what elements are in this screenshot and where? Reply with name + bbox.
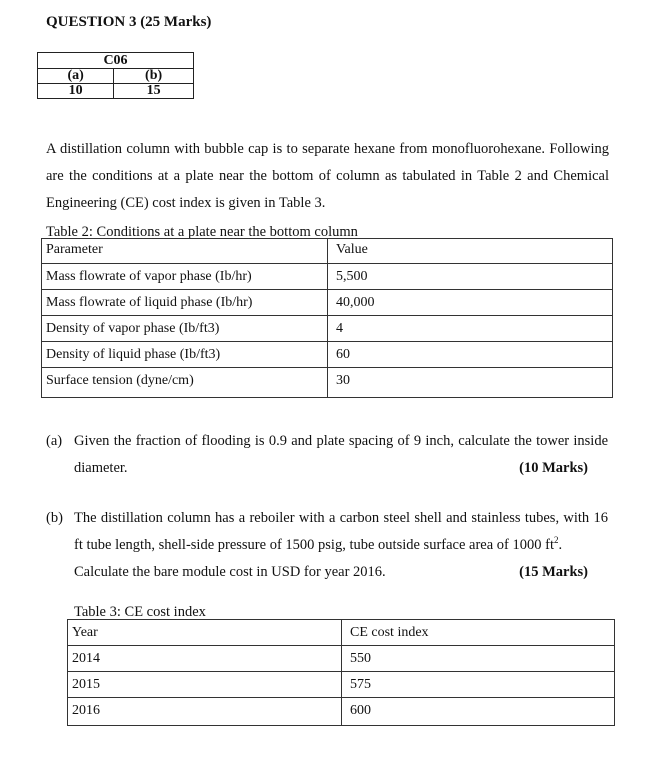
table-row [42, 316, 613, 342]
table2-value: 4 [328, 316, 613, 342]
marks-table [37, 52, 194, 99]
table3-index: 575 [342, 672, 615, 698]
question-a [46, 428, 608, 484]
table3-year: 2015 [68, 672, 342, 698]
table2-parameter: Mass flowrate of liquid phase (Ib/hr) [42, 290, 328, 316]
table3-year: 2016 [68, 698, 342, 726]
table2-conditions [41, 238, 613, 398]
table-row [68, 646, 615, 672]
question-a-marks: (10 Marks) [519, 460, 588, 476]
table2-value: 60 [328, 342, 613, 368]
table2-parameter: Mass flowrate of vapor phase (Ib/hr) [42, 264, 328, 290]
question-b-text-line3: Calculate the bare module cost in USD for year 2016. [74, 564, 386, 580]
table2-value: 40,000 [328, 290, 613, 316]
question-b-label: (b) [46, 510, 63, 526]
question-b-text-main: The distillation column has a reboiler with a carbon steel shell and stainless tubes, with 16 ft tube length, shell-side pressure of 1500 psig, tube outside surface area of 1000 ft [74, 510, 608, 553]
question-b [46, 505, 608, 589]
table2-caption: Table 2: Conditions at a plate near the bottom column [46, 224, 358, 240]
clo-cell: C06 [38, 53, 194, 69]
part-b-label: (b) [114, 69, 194, 84]
table3-caption: Table 3: CE cost index [74, 604, 206, 620]
question-heading: QUESTION 3 (25 Marks) [46, 14, 212, 30]
table2-header-value: Value [328, 239, 613, 264]
question-b-superscript: 2 [553, 535, 559, 546]
table3-header-index: CE cost index [342, 620, 615, 646]
question-a-label: (a) [46, 433, 63, 449]
question-b-text-end: . [558, 537, 563, 553]
part-a-marks: 10 [38, 84, 114, 99]
question-a-text: Given the fraction of flooding is 0.9 and plate spacing of 9 inch, calculate the tower inside diameter. [74, 433, 608, 476]
table-row [68, 698, 615, 726]
table3-header-year: Year [68, 620, 342, 646]
table3-ce-cost-index [67, 619, 615, 726]
table-row [42, 290, 613, 316]
table-row [42, 264, 613, 290]
table3-index: 550 [342, 646, 615, 672]
intro-paragraph: A distillation column with bubble cap is to separate hexane from monofluorohexane. Following are the conditions at a plate near the bottom of column as tabulated in Table 2 and Chemical Engineering (CE) cost index is given in Table 3. [46, 141, 609, 211]
part-a-label: (a) [38, 69, 114, 84]
table2-parameter: Density of vapor phase (Ib/ft3) [42, 316, 328, 342]
question-b-marks: (15 Marks) [519, 564, 588, 580]
table2-header-parameter: Parameter [42, 239, 328, 264]
table-row [42, 368, 613, 398]
table-row [42, 342, 613, 368]
table-row [68, 672, 615, 698]
table2-value: 30 [328, 368, 613, 398]
table2-parameter: Surface tension (dyne/cm) [42, 368, 328, 398]
part-b-marks: 15 [114, 84, 194, 99]
table3-year: 2014 [68, 646, 342, 672]
table2-value: 5,500 [328, 264, 613, 290]
table2-parameter: Density of liquid phase (Ib/ft3) [42, 342, 328, 368]
table3-index: 600 [342, 698, 615, 726]
